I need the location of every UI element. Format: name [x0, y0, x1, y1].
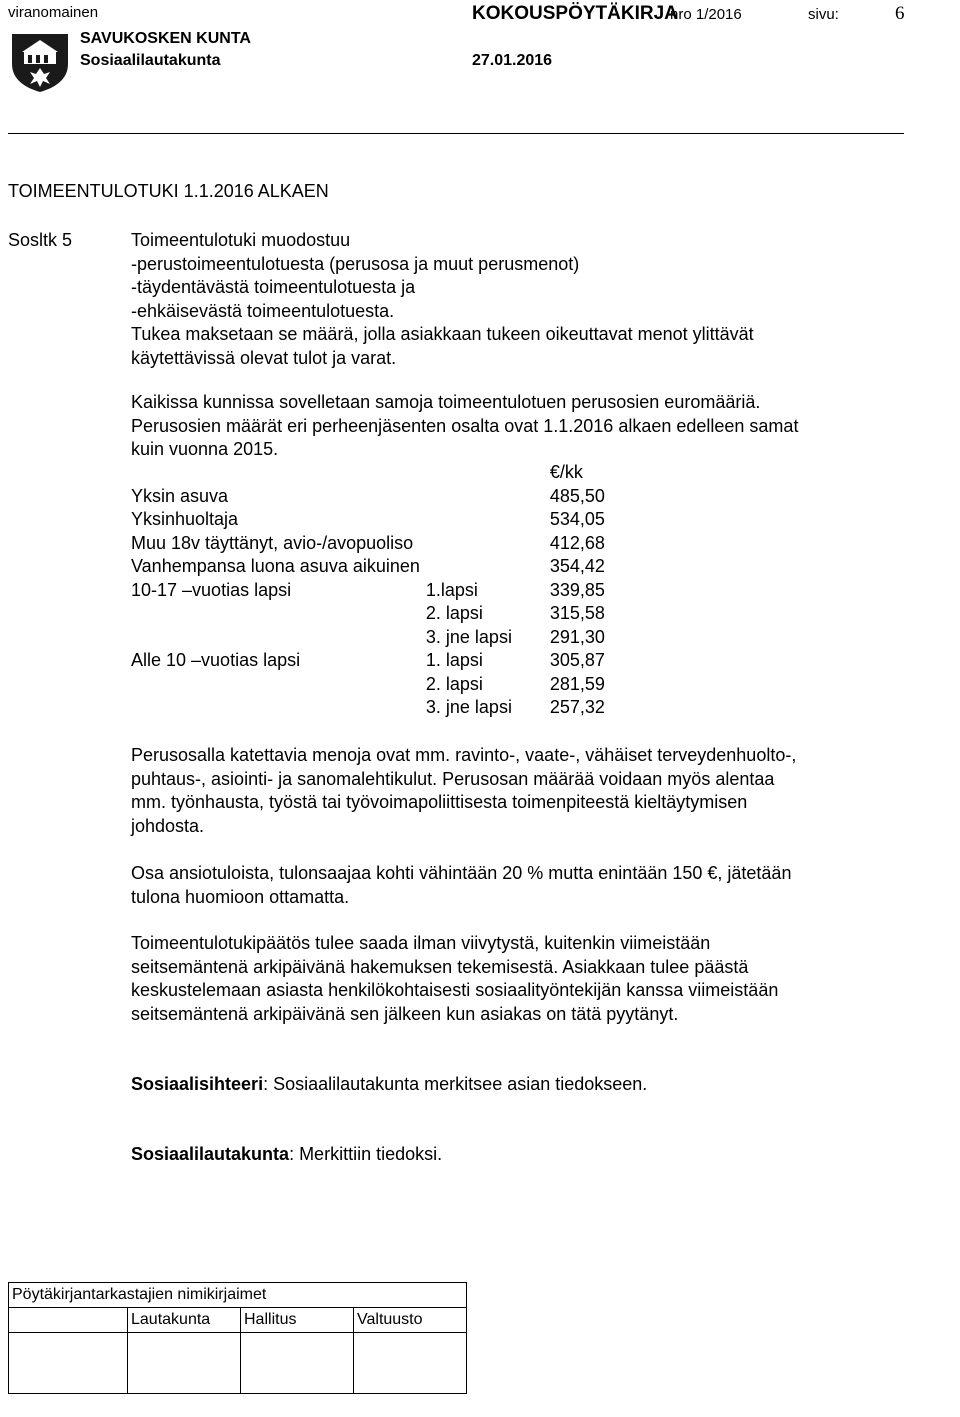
signature-cell[interactable]	[354, 1333, 467, 1394]
document-title: KOKOUSPÖYTÄKIRJA	[472, 3, 678, 24]
text-line: käytettävissä olevat tulot ja varat.	[131, 347, 397, 368]
unit-header: €/kk	[549, 462, 583, 482]
signature-column-label: Valtuusto	[354, 1308, 467, 1333]
row-sublabel: 1.lapsi	[425, 579, 478, 600]
row-label: Alle 10 –vuotias lapsi	[131, 650, 301, 670]
text-line: -täydentävästä toimeentulotuesta ja	[131, 277, 416, 297]
proposal	[131, 1073, 647, 1097]
row-sublabel	[423, 508, 547, 532]
section-id: Sosltk 5	[8, 230, 73, 250]
row-label	[128, 673, 423, 697]
row-label: Muu 18v täyttänyt, avio-/avopuoliso	[131, 532, 414, 553]
section-heading: TOIMEENTULOTUKI 1.1.2016 ALKAEN	[8, 181, 329, 201]
decision-label: Sosiaalilautakunta	[131, 1144, 290, 1164]
text-line: Toimeentulotukipäätös tulee saada ilman viivytystä, kuitenkin viimeistään	[131, 933, 711, 953]
intro-paragraph	[131, 229, 911, 370]
row-sublabel: 2. lapsi	[425, 603, 483, 623]
row-sublabel: 3. jne lapsi	[425, 697, 512, 717]
row-value: 281,59	[549, 673, 605, 694]
row-value: 485,50	[549, 485, 605, 506]
row-label	[128, 602, 423, 626]
text-line: seitsemäntenä arkipäivänä sen jälkeen kun asiakas on tätä pyytänyt.	[131, 1003, 679, 1024]
table-row	[128, 532, 633, 556]
signature-column-label: Lautakunta	[128, 1308, 241, 1333]
page-number: 6	[895, 3, 905, 24]
earned-income-paragraph	[131, 862, 911, 909]
committee-name: Sosiaalilautakunta	[80, 52, 221, 69]
row-label: 10-17 –vuotias lapsi	[131, 579, 292, 600]
row-sublabel	[423, 485, 547, 509]
row-value: 339,85	[549, 579, 605, 600]
row-label: Yksinhuoltaja	[131, 509, 239, 529]
text-line: Osa ansiotuloista, tulonsaajaa kohti vähintään 20 % mutta enintään 150 €, jätetään	[131, 863, 792, 883]
text-line: Perusosien määrät eri perheenjäsenten osalta ovat 1.1.2016 alkaen edelleen samat	[131, 415, 799, 436]
row-sublabel: 2. lapsi	[425, 673, 483, 694]
decision-text: : Merkittiin tiedoksi.	[289, 1144, 443, 1164]
proposal-text: : Sosiaalilautakunta merkitsee asian tiedokseen.	[263, 1074, 648, 1094]
text-line: tulona huomioon ottamatta.	[131, 886, 350, 907]
row-label	[128, 696, 423, 720]
document-number: nro 1/2016	[670, 6, 742, 23]
table-row	[128, 508, 633, 532]
signature-title: Pöytäkirjantarkastajien nimikirjaimet	[9, 1283, 467, 1308]
table-row	[128, 602, 633, 626]
row-sublabel	[423, 555, 547, 579]
text-line: Kaikissa kunnissa sovelletaan samoja toimeentulotuen perusosien euromääriä.	[131, 392, 761, 412]
text-line: Toimeentulotuki muodostuu	[131, 230, 351, 250]
table-row	[128, 555, 633, 579]
text-line: Tukea maksetaan se määrä, jolla asiakkaan tukeen oikeuttavat menot ylittävät	[131, 324, 754, 344]
table-row	[128, 649, 633, 673]
rates-intro-paragraph	[131, 391, 911, 462]
table-header-row	[128, 461, 633, 485]
document-status: viranomainen	[8, 4, 99, 21]
table-row	[128, 673, 633, 697]
row-value: 315,58	[549, 603, 605, 623]
text-line: mm. työnhausta, työstä tai työvoimapoliittisesta toimenpiteestä kieltäytymisen	[131, 792, 748, 812]
row-sublabel	[423, 532, 547, 556]
proposal-label: Sosiaalisihteeri	[131, 1074, 264, 1094]
row-label	[128, 626, 423, 650]
row-label: Yksin asuva	[131, 485, 229, 506]
table-row	[128, 626, 633, 650]
row-value: 257,32	[549, 697, 605, 717]
text-line: kuin vuonna 2015.	[131, 439, 279, 459]
row-value: 534,05	[549, 509, 605, 529]
table-row	[128, 579, 633, 603]
table-row	[128, 696, 633, 720]
signature-table	[8, 1282, 467, 1394]
signature-cell[interactable]	[128, 1333, 241, 1394]
text-line: seitsemäntenä arkipäivänä hakemuksen tekemisestä. Asiakkaan tulee päästä	[131, 956, 749, 977]
basic-part-expenses-paragraph	[131, 744, 911, 838]
text-line: keskustelemaan asiasta henkilökohtaisesti sosiaalityöntekijän kanssa viimeistään	[131, 980, 779, 1000]
decision	[131, 1143, 442, 1167]
row-value: 354,42	[549, 556, 605, 576]
page-label: sivu:	[808, 6, 839, 23]
text-line: puhtaus-, asiointi- ja sanomalehtikulut. Perusosan määrää voidaan myös alentaa	[131, 768, 775, 789]
signature-cell[interactable]	[241, 1333, 354, 1394]
row-value: 291,30	[549, 626, 605, 647]
row-sublabel: 1. lapsi	[425, 650, 483, 670]
signature-column-label: Hallitus	[241, 1308, 354, 1333]
table-row	[128, 485, 633, 509]
coat-of-arms-icon	[8, 30, 72, 94]
text-line: Perusosalla katettavia menoja ovat mm. ravinto-, vaate-, vähäiset terveydenhuolto-,	[131, 745, 797, 765]
row-sublabel: 3. jne lapsi	[425, 626, 512, 647]
row-label: Vanhempansa luona asuva aikuinen	[131, 556, 420, 576]
basic-amount-table	[128, 461, 633, 720]
meeting-date: 27.01.2016	[472, 52, 553, 69]
row-value: 412,68	[549, 532, 605, 553]
row-value: 305,87	[549, 650, 605, 670]
header-divider	[8, 133, 904, 134]
text-line: -ehkäisevästä toimeentulotuesta.	[131, 300, 395, 321]
text-line: johdosta.	[131, 815, 205, 836]
text-line: -perustoimeentulotuesta (perusosa ja muut perusmenot)	[131, 253, 580, 274]
decision-timing-paragraph	[131, 932, 911, 1026]
municipality-name: SAVUKOSKEN KUNTA	[80, 30, 251, 47]
